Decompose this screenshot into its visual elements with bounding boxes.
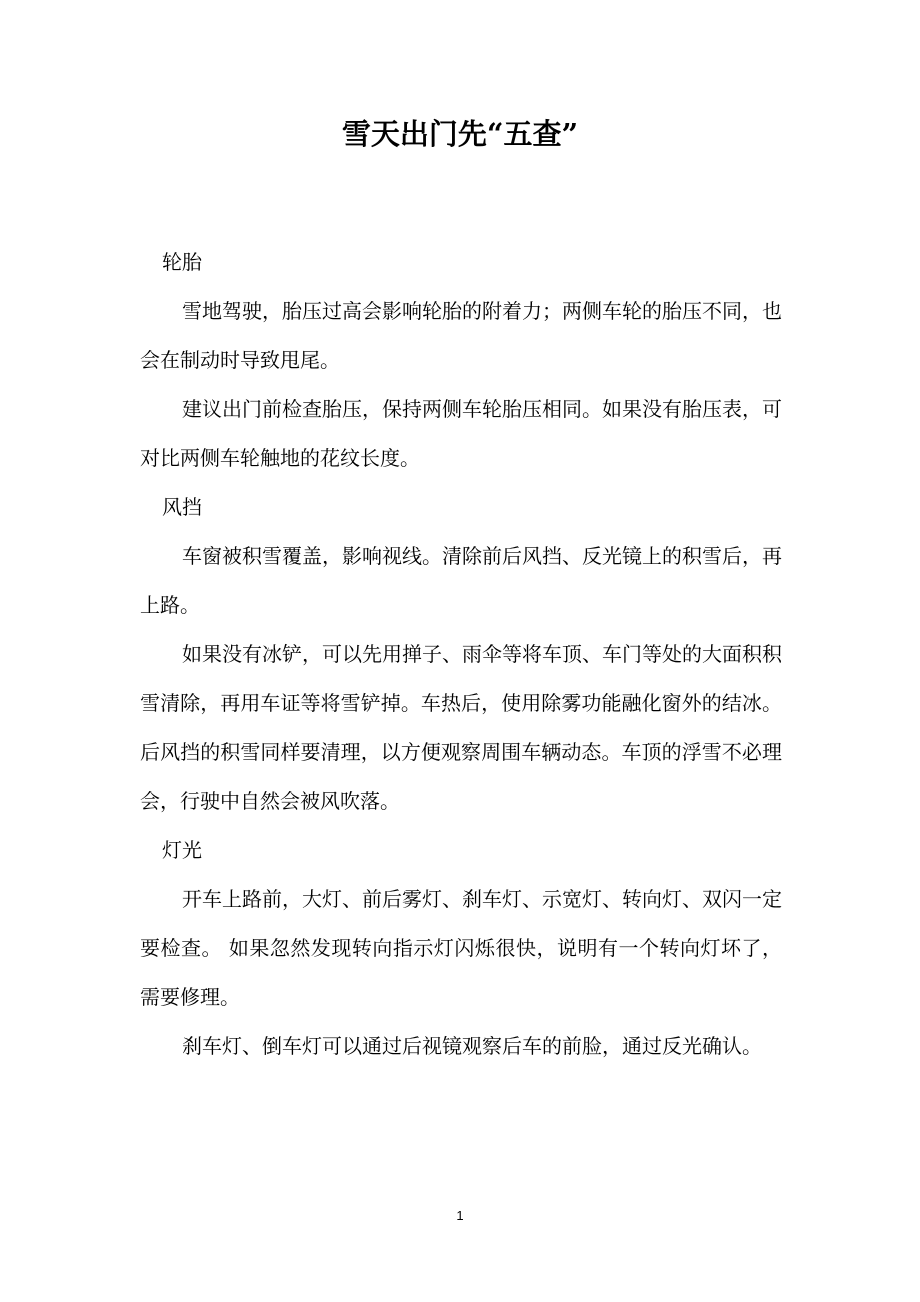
paragraph: 车窗被积雪覆盖，影响视线。清除前后风挡、反光镜上的积雪后，再上路。	[140, 544, 782, 617]
paragraph: 建议出门前检查胎压，保持两侧车轮胎压相同。如果没有胎压表，可对比两侧车轮触地的花纹长度。	[140, 397, 782, 470]
section-heading: 灯光	[162, 838, 202, 862]
paragraph: 刹车灯、倒车灯可以通过后视镜观察后车的前脸，通过反光确认。	[182, 1034, 762, 1058]
paragraph: 如果没有冰铲，可以先用掸子、雨伞等将车顶、车门等处的大面积积雪清除，再用车证等将雪铲掉。车热后，使用除雾功能融化窗外的结冰。后风挡的积雪同样要清理，以方便观察周围车辆动态。车顶的浮雪不必理会，行驶中自然会被风吹落。	[140, 642, 782, 813]
section-heading: 风挡	[162, 495, 202, 519]
document-title: 雪天出门先“五查”	[341, 117, 579, 151]
section-tires	[140, 238, 782, 483]
section-windshield	[140, 483, 782, 826]
section-lights	[140, 826, 782, 1071]
section-heading: 轮胎	[162, 250, 202, 274]
paragraph: 雪地驾驶，胎压过高会影响轮胎的附着力；两侧车轮的胎压不同，也会在制动时导致甩尾。	[140, 299, 782, 372]
document-body	[140, 238, 782, 1071]
page-number: 1	[456, 1208, 464, 1223]
paragraph: 开车上路前，大灯、前后雾灯、刹车灯、示宽灯、转向灯、双闪一定要检查。 如果忽然发现转向指示灯闪烁很快，说明有一个转向灯坏了，需要修理。	[140, 887, 782, 1009]
